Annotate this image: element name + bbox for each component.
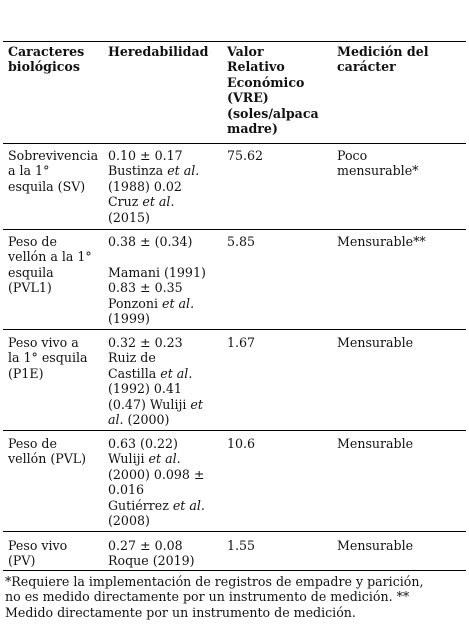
cell-line: *Requiere la implementación de registros de empadre y parición, <box>5 574 424 589</box>
row-trait <box>8 148 98 194</box>
cell-line <box>108 148 199 163</box>
cell-line: vellón (PVL) <box>8 451 87 467</box>
citation-italic: et al. <box>167 163 200 179</box>
cell-text: Ruiz de <box>108 350 156 366</box>
cell-text: 0.83 ± 0.35 <box>108 280 183 296</box>
cell-line: mensurable* <box>337 163 419 179</box>
cell-text: 0.016 <box>108 482 145 498</box>
cell-text: 0.27 ± 0.08 <box>108 538 183 553</box>
cell-text: Gutiérrez <box>108 497 173 513</box>
cell-text: (2000) 0.098 ± <box>108 466 205 482</box>
cell-line <box>108 163 199 178</box>
cell-line: (VRE) <box>227 90 269 106</box>
cell-line <box>108 265 206 280</box>
cell-line <box>108 412 203 427</box>
row-rule <box>3 531 466 532</box>
row-measurement <box>337 436 413 451</box>
cell-text: (1988) 0.02 <box>108 178 182 194</box>
header-heritability <box>108 44 208 59</box>
cell-line: biológicos <box>8 59 80 75</box>
cell-line <box>108 366 203 381</box>
cell-line <box>108 498 205 513</box>
header-value <box>227 44 319 136</box>
cell-line: Relativo <box>227 59 285 75</box>
cell-text: (1999) <box>108 311 150 327</box>
cell-line <box>108 296 206 311</box>
citation-italic: al. <box>108 412 124 428</box>
header-traits <box>8 44 84 75</box>
cell-line: (soles/alpaca <box>227 105 319 121</box>
cell-line: Poco <box>337 148 368 163</box>
row-value: 5.85 <box>227 234 256 249</box>
cell-line: Mensurable <box>337 436 414 451</box>
table-top-rule <box>3 41 466 42</box>
cell-line: Heredabilidad <box>108 44 209 59</box>
citation-italic: et al. <box>162 295 195 311</box>
citation-italic: et al. <box>160 365 193 381</box>
cell-text: Wuliji <box>108 451 149 467</box>
row-trait <box>8 335 88 381</box>
cell-text: Ponzoni <box>108 295 163 311</box>
cell-line <box>108 451 205 466</box>
cell-line <box>108 553 195 568</box>
row-value: 1.67 <box>227 335 256 350</box>
row-heritability <box>108 148 199 225</box>
cell-line: (PVL1) <box>8 280 52 296</box>
table-bottom-rule <box>3 570 466 571</box>
row-measurement <box>337 538 413 553</box>
table-footnote <box>5 574 465 620</box>
row-trait <box>8 436 86 467</box>
cell-line <box>108 350 203 365</box>
cell-line <box>108 381 203 396</box>
cell-line <box>108 467 205 482</box>
cell-line <box>108 280 206 295</box>
cell-line: Medido directamente por un instrumento de medición. <box>5 604 356 620</box>
row-value: 1.55 <box>227 538 256 553</box>
row-measurement <box>337 234 426 249</box>
cell-text: Mamani (1991) <box>108 264 206 280</box>
cell-line: Peso de <box>8 234 57 249</box>
cell-line: Medición del <box>337 44 429 59</box>
cell-line <box>108 397 203 412</box>
cell-line <box>108 335 203 350</box>
cell-text: Cruz <box>108 194 143 210</box>
cell-text: (2015) <box>108 209 150 225</box>
cell-text: Castilla <box>108 365 161 381</box>
row-rule <box>3 229 466 230</box>
cell-line: Caracteres <box>8 44 85 59</box>
cell-line <box>108 194 199 209</box>
cell-line: madre) <box>227 121 278 137</box>
cell-line: Mensurable <box>337 538 414 553</box>
cell-line: Peso de <box>8 436 57 451</box>
cell-text: Bustinza <box>108 163 168 179</box>
cell-text: Roque (2019) <box>108 553 195 569</box>
cell-line <box>108 538 195 553</box>
header-measurement <box>337 44 429 75</box>
cell-line <box>108 234 206 249</box>
cell-line: Valor <box>227 44 264 59</box>
row-trait <box>8 234 92 296</box>
cell-text: (2000) <box>123 412 170 428</box>
citation-italic: et al. <box>172 497 205 513</box>
cell-line <box>108 311 206 326</box>
citation-italic: et <box>190 396 203 412</box>
row-rule <box>3 329 466 330</box>
cell-text: 0.38 ± (0.34) <box>108 234 193 249</box>
row-measurement <box>337 335 413 350</box>
cell-line <box>108 436 205 451</box>
cell-line <box>108 179 199 194</box>
cell-line <box>108 249 206 264</box>
cell-text: 0.32 ± 0.23 <box>108 335 183 350</box>
cell-line: Mensurable <box>337 335 414 350</box>
cell-line: a la 1° <box>8 163 50 179</box>
row-trait <box>8 538 67 569</box>
cell-line <box>108 513 205 528</box>
cell-line: Peso vivo a <box>8 335 79 350</box>
cell-line: la 1° esquila <box>8 350 88 366</box>
cell-line <box>108 482 205 497</box>
row-heritability <box>108 335 203 427</box>
row-heritability <box>108 436 205 528</box>
cell-line: no es medido directamente por un instrumento de medición. ** <box>5 589 410 605</box>
cell-text: 0.63 (0.22) <box>108 436 178 451</box>
row-rule <box>3 430 466 431</box>
cell-text: (0.47) Wuliji <box>108 396 191 412</box>
cell-line: Peso vivo <box>8 538 68 553</box>
row-heritability <box>108 538 195 569</box>
cell-line: Sobrevivencia <box>8 148 99 163</box>
row-value: 10.6 <box>227 436 256 451</box>
cell-line: Económico <box>227 74 305 90</box>
row-heritability <box>108 234 206 326</box>
cell-line: (P1E) <box>8 365 44 381</box>
citation-italic: et al. <box>148 451 181 467</box>
header-rule <box>3 143 466 144</box>
cell-text: 0.10 ± 0.17 <box>108 148 183 163</box>
cell-text: (2008) <box>108 513 150 529</box>
cell-line: esquila <box>8 264 54 280</box>
cell-line: Mensurable** <box>337 234 426 249</box>
row-measurement <box>337 148 418 179</box>
cell-line: esquila (SV) <box>8 178 86 194</box>
row-value: 75.62 <box>227 148 264 163</box>
cell-line: (PV) <box>8 553 36 569</box>
cell-line: vellón a la 1° <box>8 249 92 265</box>
cell-text: (1992) 0.41 <box>108 381 182 397</box>
citation-italic: et al. <box>142 194 175 210</box>
cell-line <box>108 210 199 225</box>
cell-line: carácter <box>337 59 396 75</box>
